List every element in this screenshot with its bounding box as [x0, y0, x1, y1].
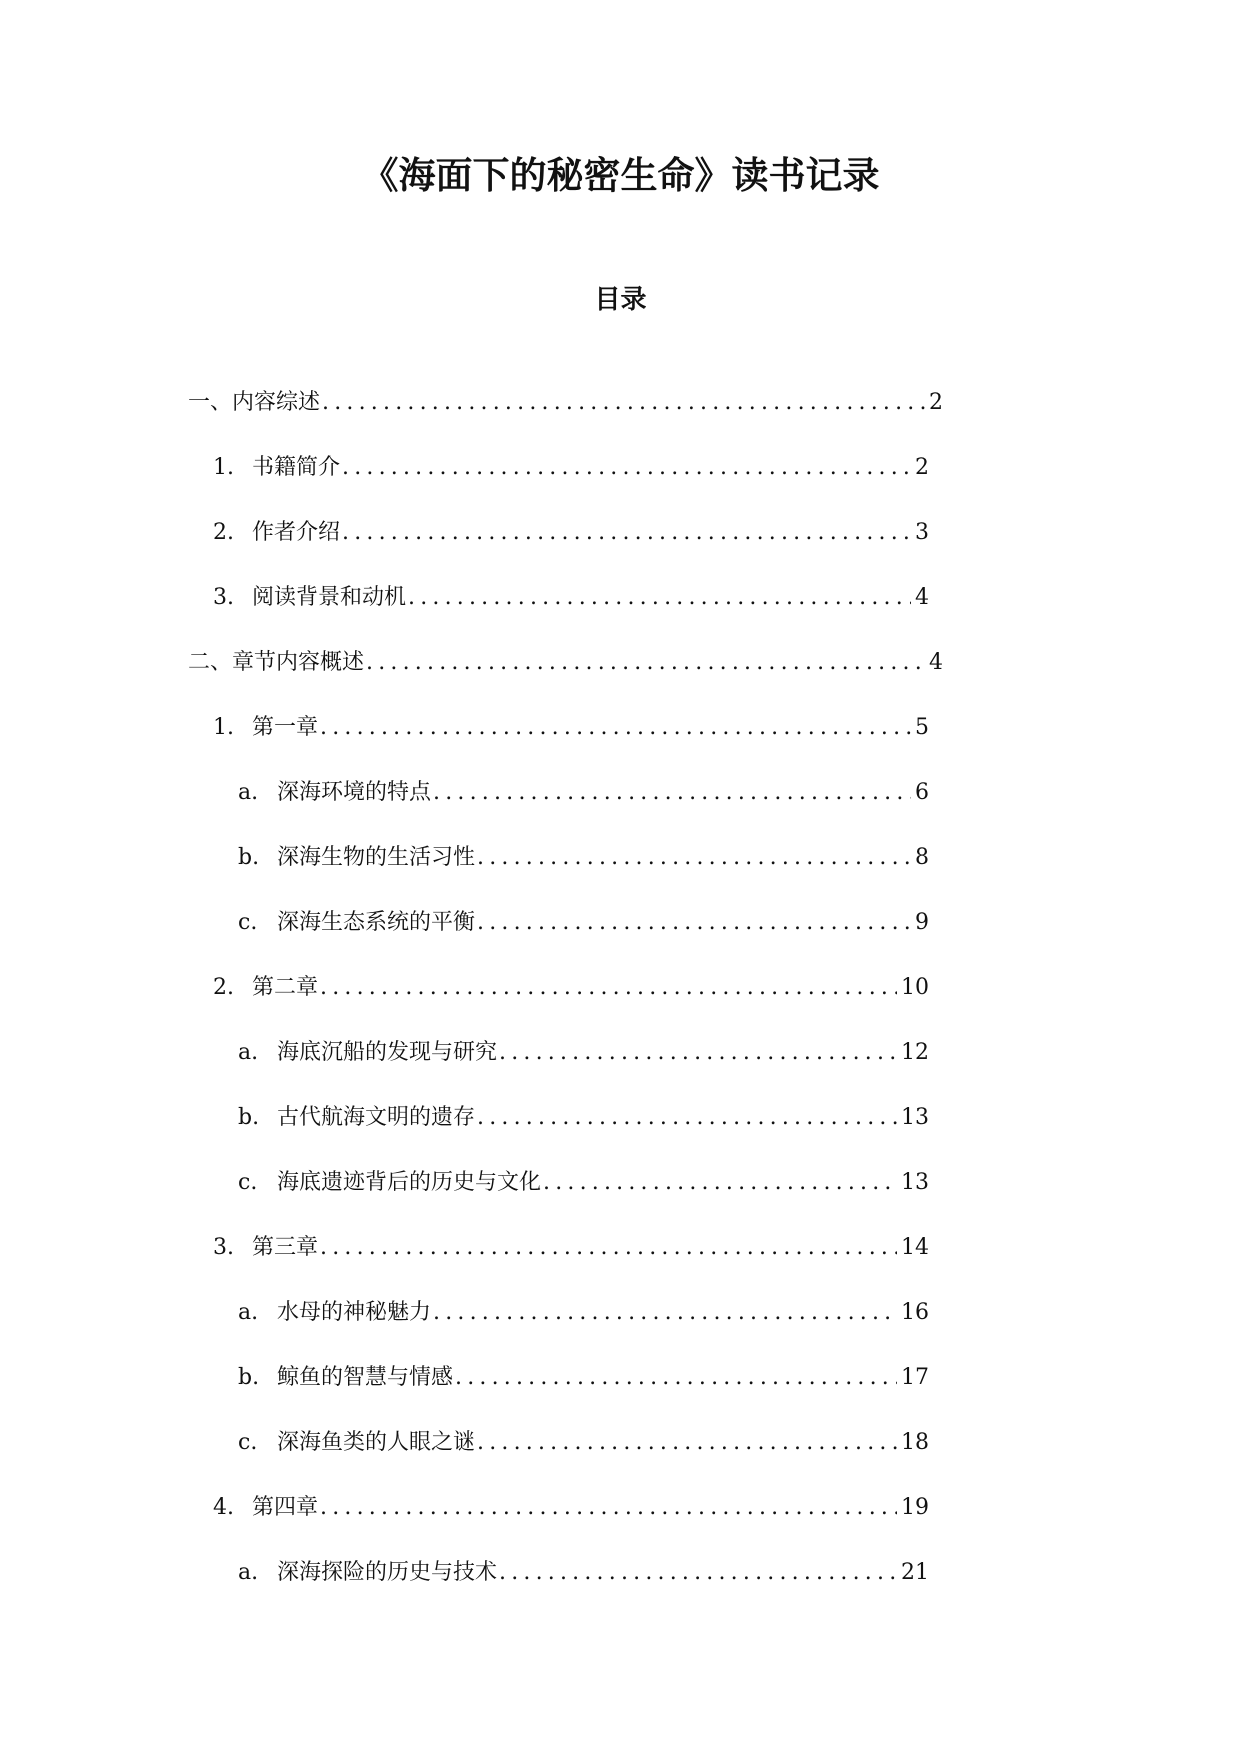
toc-entry-number: a.	[238, 780, 259, 805]
toc-entry-title: 深海生物的生活习性	[277, 845, 476, 870]
toc-entry-number: b.	[238, 1365, 260, 1390]
toc-page-number: 10	[901, 975, 929, 1000]
toc-entry[interactable]	[0, 1425, 929, 1490]
toc-page-number: 3	[915, 520, 929, 545]
toc-entry[interactable]	[0, 1490, 929, 1555]
toc-entry-number: 1.	[213, 715, 234, 740]
toc-entry-number: a.	[238, 1300, 259, 1325]
toc-page-number: 12	[901, 1040, 929, 1065]
toc-dot-leader	[320, 1490, 897, 1526]
toc-dot-leader	[342, 515, 911, 551]
toc-dot-leader	[543, 1165, 897, 1201]
toc-entry-title: 第四章	[252, 1495, 319, 1520]
toc-entry-number: 一、	[188, 390, 233, 415]
toc-entry-title: 章节内容概述	[232, 650, 365, 675]
toc-page-number: 13	[901, 1170, 929, 1195]
toc-entry-title: 作者介绍	[252, 520, 341, 545]
toc-entry[interactable]	[0, 775, 929, 840]
toc-entry-number: 2.	[213, 520, 234, 545]
toc-entry-title: 内容综述	[232, 390, 321, 415]
toc-dot-leader	[477, 1100, 897, 1136]
toc-page-number: 13	[901, 1105, 929, 1130]
toc-dot-leader	[477, 905, 911, 941]
toc-entry[interactable]	[0, 385, 943, 450]
table-of-contents	[0, 385, 1241, 1620]
toc-entry-title: 海底遗迹背后的历史与文化	[277, 1170, 542, 1195]
toc-page-number: 5	[915, 715, 929, 740]
toc-entry-number: b.	[238, 1105, 260, 1130]
toc-page-number: 8	[915, 845, 929, 870]
toc-entry[interactable]	[0, 840, 929, 905]
toc-entry-title: 深海生态系统的平衡	[277, 910, 476, 935]
toc-page-number: 2	[929, 390, 943, 415]
toc-page-number: 19	[901, 1495, 929, 1520]
toc-entry-number: 3.	[213, 1235, 234, 1260]
toc-page-number: 4	[915, 585, 929, 610]
toc-entry-title: 深海鱼类的人眼之谜	[277, 1430, 476, 1455]
toc-entry[interactable]	[0, 1295, 929, 1360]
toc-entry-number: a.	[238, 1040, 259, 1065]
toc-entry-number: a.	[238, 1560, 259, 1585]
toc-entry-number: 4.	[213, 1495, 234, 1520]
toc-entry[interactable]	[0, 515, 929, 580]
toc-entry-number: 3.	[213, 585, 234, 610]
toc-entry-title: 阅读背景和动机	[252, 585, 407, 610]
toc-dot-leader	[499, 1555, 897, 1591]
toc-dot-leader	[320, 970, 897, 1006]
toc-entry[interactable]	[0, 710, 929, 775]
toc-dot-leader	[433, 775, 911, 811]
toc-page-number: 21	[901, 1560, 929, 1585]
toc-page-number: 6	[915, 780, 929, 805]
toc-entry-number: c.	[238, 1430, 258, 1455]
toc-page-number: 18	[901, 1430, 929, 1455]
toc-entry-title: 第一章	[252, 715, 319, 740]
toc-entry[interactable]	[0, 450, 929, 515]
toc-entry[interactable]	[0, 1360, 929, 1425]
toc-dot-leader	[366, 645, 925, 681]
toc-entry-title: 古代航海文明的遗存	[277, 1105, 476, 1130]
toc-entry-title: 水母的神秘魅力	[277, 1300, 432, 1325]
toc-entry[interactable]	[0, 905, 929, 970]
toc-entry-number: b.	[238, 845, 260, 870]
toc-entry-number: 2.	[213, 975, 234, 1000]
toc-entry-title: 鲸鱼的智慧与情感	[277, 1365, 454, 1390]
toc-dot-leader	[499, 1035, 897, 1071]
toc-heading: 目录	[594, 285, 647, 315]
document-title: 《海面下的秘密生命》读书记录	[361, 154, 880, 197]
toc-entry-number: c.	[238, 910, 258, 935]
toc-entry-title: 书籍简介	[252, 455, 341, 480]
toc-entry-title: 第二章	[252, 975, 319, 1000]
toc-entry-number: 二、	[188, 650, 233, 675]
toc-entry[interactable]	[0, 1230, 929, 1295]
toc-page-number: 17	[901, 1365, 929, 1390]
toc-entry-number: c.	[238, 1170, 258, 1195]
toc-entry-title: 深海环境的特点	[277, 780, 432, 805]
toc-page-number: 4	[929, 650, 943, 675]
toc-page-number: 9	[915, 910, 929, 935]
toc-dot-leader	[320, 1230, 897, 1266]
toc-dot-leader	[322, 385, 925, 421]
toc-dot-leader	[455, 1360, 897, 1396]
toc-dot-leader	[342, 450, 911, 486]
toc-entry-title: 第三章	[252, 1235, 319, 1260]
toc-dot-leader	[477, 840, 911, 876]
toc-dot-leader	[477, 1425, 897, 1461]
toc-entry[interactable]	[0, 970, 929, 1035]
toc-dot-leader	[433, 1295, 897, 1331]
toc-entry-title: 海底沉船的发现与研究	[277, 1040, 498, 1065]
toc-entry[interactable]	[0, 645, 943, 710]
toc-entry[interactable]	[0, 1035, 929, 1100]
toc-entry[interactable]	[0, 580, 929, 645]
toc-dot-leader	[320, 710, 911, 746]
toc-entry[interactable]	[0, 1555, 929, 1620]
toc-page-number: 14	[901, 1235, 929, 1260]
toc-entry-number: 1.	[213, 455, 234, 480]
toc-dot-leader	[408, 580, 911, 616]
toc-entry[interactable]	[0, 1165, 929, 1230]
toc-page-number: 16	[901, 1300, 929, 1325]
toc-entry[interactable]	[0, 1100, 929, 1165]
toc-page-number: 2	[915, 455, 929, 480]
toc-entry-title: 深海探险的历史与技术	[277, 1560, 498, 1585]
